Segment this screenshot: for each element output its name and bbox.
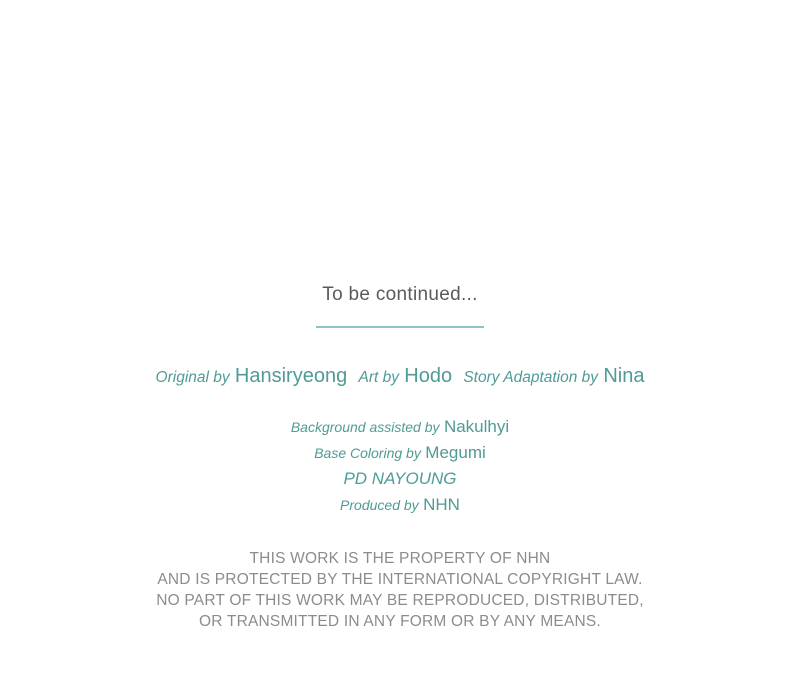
main-credit-3-role: Story Adaptation by — [463, 369, 599, 386]
to-be-continued-text: To be continued... — [322, 284, 478, 305]
main-credit-2-person: Hodo — [404, 365, 453, 387]
divider-rule — [316, 326, 484, 328]
sub-credits-list — [0, 414, 800, 518]
main-credit-3-person: Nina — [603, 365, 645, 387]
sub-credit-1-role: Background assisted by — [290, 419, 440, 435]
sub-credit-4-role: Produced by — [340, 497, 419, 513]
sub-credit-2-person: Megumi — [425, 443, 486, 462]
main-credit-1-person: Hansiryeong — [234, 365, 348, 387]
copyright-line: OR TRANSMITTED IN ANY FORM OR BY ANY MEANS. — [199, 613, 601, 630]
main-credit-2 — [358, 366, 457, 387]
sub-credit-4-person: NHN — [423, 495, 460, 514]
main-credit-1 — [156, 366, 353, 387]
main-credits-line — [0, 363, 800, 391]
sub-credit-2-role: Base Coloring by — [314, 445, 421, 461]
sub-credit-line — [0, 466, 800, 492]
main-credit-1-role: Original by — [155, 369, 230, 386]
sub-credit-1-person: Nakulhyi — [443, 417, 510, 436]
sub-credit-3-person: PD NAYOUNG — [343, 469, 457, 488]
copyright-line: THIS WORK IS THE PROPERTY OF NHN — [249, 550, 551, 567]
credits-block — [0, 282, 800, 632]
copyright-notice — [0, 548, 800, 632]
copyright-line: AND IS PROTECTED BY THE INTERNATIONAL COPYRIGHT LAW. — [157, 571, 643, 588]
copyright-line: NO PART OF THIS WORK MAY BE REPRODUCED, DISTRIBUTED, — [156, 592, 644, 609]
main-credit-2-role: Art by — [358, 369, 399, 386]
sub-credit-line — [0, 492, 800, 518]
sub-credit-line — [0, 414, 800, 440]
sub-credit-line — [0, 440, 800, 466]
main-credit-3 — [463, 366, 644, 387]
